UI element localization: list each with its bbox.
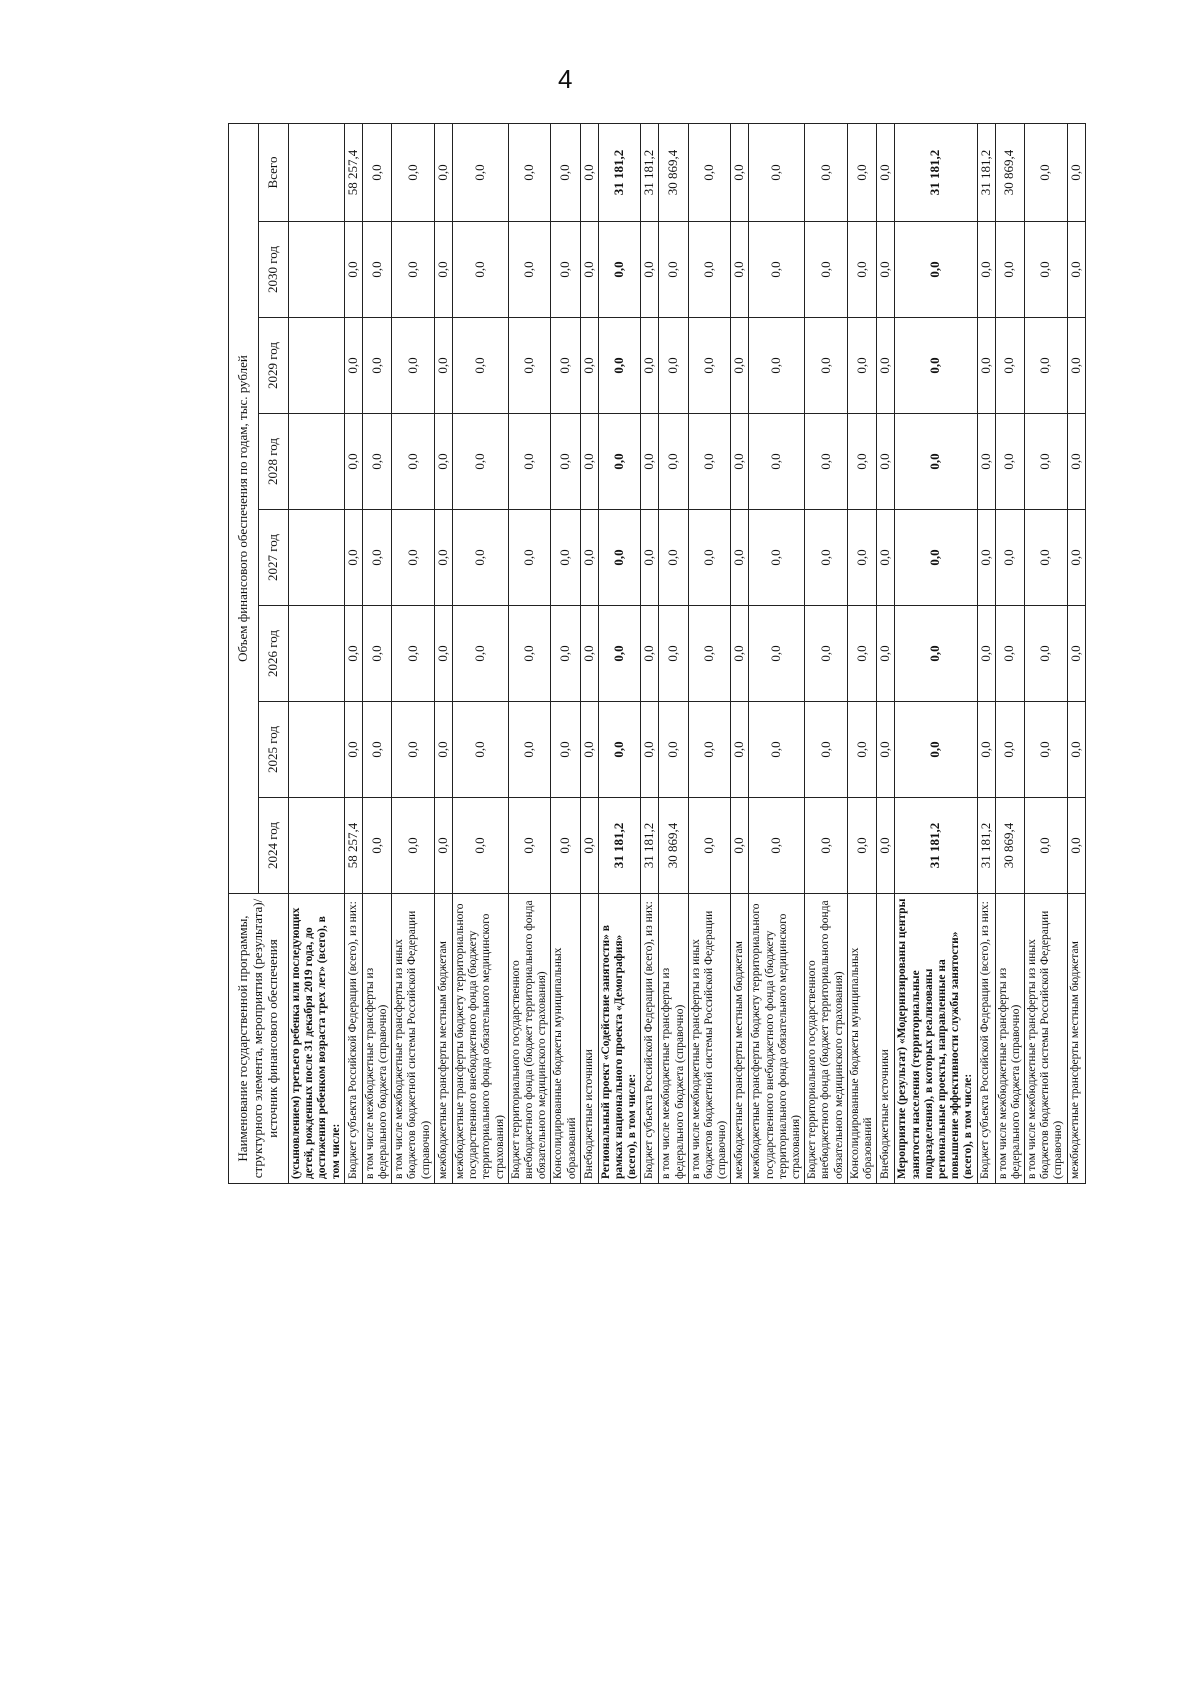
financing-table (228, 123, 1086, 1184)
table-row (434, 123, 452, 1183)
value-cell: 0,0 (508, 510, 551, 606)
value-cell: 0,0 (995, 606, 1024, 702)
value-cell: 0,0 (641, 414, 659, 510)
value-cell: 0,0 (641, 606, 659, 702)
value-cell: 0,0 (805, 318, 848, 414)
value-cell: 0,0 (344, 510, 362, 606)
value-cell: 0,0 (995, 222, 1024, 318)
value-cell: 0,0 (1067, 123, 1085, 221)
table-row (995, 123, 1024, 1183)
table-body (289, 123, 1086, 1183)
row-label: в том числе межбюджетные трансферты из федерального бюджета (справочно) (659, 894, 688, 1184)
table-row (344, 123, 362, 1183)
value-cell: 0,0 (641, 222, 659, 318)
value-cell: 0,0 (392, 510, 435, 606)
value-cell: 0,0 (580, 414, 598, 510)
value-cell: 0,0 (659, 702, 688, 798)
row-label: в том числе межбюджетные трансферты из иных бюджетов бюджетной системы Российской Федерации (справочно) (1024, 894, 1067, 1184)
total-header: Всего (259, 123, 289, 221)
value-cell: 0,0 (392, 702, 435, 798)
value-cell: 0,0 (1024, 123, 1067, 221)
value-cell: 0,0 (1024, 318, 1067, 414)
year-header-2027: 2027 год (259, 510, 289, 606)
value-cell: 0,0 (641, 318, 659, 414)
value-cell: 0,0 (977, 222, 995, 318)
table-row (847, 123, 876, 1183)
table-row (895, 123, 977, 1183)
value-cell: 0,0 (598, 510, 641, 606)
value-cell: 0,0 (877, 222, 895, 318)
value-cell: 0,0 (977, 318, 995, 414)
value-cell: 0,0 (731, 510, 749, 606)
value-cell: 0,0 (452, 702, 508, 798)
value-cell: 0,0 (847, 414, 876, 510)
value-cell: 0,0 (731, 123, 749, 221)
value-cell: 0,0 (805, 702, 848, 798)
value-cell: 31 181,2 (895, 123, 977, 221)
row-label: Бюджет субъекта Российской Федерации (всего), из них: (344, 894, 362, 1184)
table-row (659, 123, 688, 1183)
value-cell: 0,0 (452, 798, 508, 894)
value-cell: 0,0 (598, 318, 641, 414)
table-row (362, 123, 391, 1183)
row-label: Внебюджетные источники (580, 894, 598, 1184)
value-cell: 0,0 (1024, 606, 1067, 702)
value-cell: 0,0 (749, 702, 805, 798)
value-cell: 0,0 (659, 222, 688, 318)
value-cell: 0,0 (1067, 702, 1085, 798)
value-cell: 0,0 (551, 702, 580, 798)
value-cell: 0,0 (688, 222, 731, 318)
value-cell: 0,0 (847, 702, 876, 798)
value-cell: 0,0 (508, 414, 551, 510)
value-cell: 0,0 (362, 414, 391, 510)
value-cell: 0,0 (659, 510, 688, 606)
value-cell: 0,0 (805, 123, 848, 221)
value-cell: 0,0 (977, 510, 995, 606)
value-cell: 0,0 (1067, 606, 1085, 702)
value-cell: 0,0 (805, 798, 848, 894)
value-cell: 0,0 (877, 414, 895, 510)
year-header-2025: 2025 год (259, 702, 289, 798)
value-cell: 0,0 (688, 510, 731, 606)
value-cell: 0,0 (362, 606, 391, 702)
value-cell: 0,0 (977, 606, 995, 702)
row-label: Бюджет субъекта Российской Федерации (всего), из них: (641, 894, 659, 1184)
value-cell: 0,0 (659, 606, 688, 702)
row-label: межбюджетные трансферты местным бюджетам (1067, 894, 1085, 1184)
value-cell: 0,0 (434, 702, 452, 798)
value-cell: 0,0 (362, 222, 391, 318)
value-cell: 0,0 (452, 510, 508, 606)
value-cell: 0,0 (392, 123, 435, 221)
value-cell: 0,0 (452, 222, 508, 318)
value-cell: 0,0 (877, 798, 895, 894)
value-cell: 0,0 (977, 414, 995, 510)
value-cell: 0,0 (551, 510, 580, 606)
value-cell: 0,0 (877, 123, 895, 221)
value-cell (289, 414, 345, 510)
value-cell: 0,0 (731, 702, 749, 798)
value-cell: 0,0 (1067, 414, 1085, 510)
value-cell: 0,0 (731, 222, 749, 318)
table-row (452, 123, 508, 1183)
value-cell: 0,0 (688, 318, 731, 414)
value-cell: 0,0 (877, 606, 895, 702)
row-label: в том числе межбюджетные трансферты из федерального бюджета (справочно) (995, 894, 1024, 1184)
year-header-2024: 2024 год (259, 798, 289, 894)
value-cell: 0,0 (877, 702, 895, 798)
row-label: Бюджет территориального государственного внебюджетного фонда (бюджет территориального фонда обязательного медицинского страхования) (508, 894, 551, 1184)
value-cell: 0,0 (749, 414, 805, 510)
value-cell: 0,0 (749, 318, 805, 414)
value-cell: 0,0 (580, 702, 598, 798)
table-row (877, 123, 895, 1183)
value-cell: 0,0 (688, 414, 731, 510)
value-cell: 0,0 (877, 510, 895, 606)
value-cell: 31 181,2 (641, 123, 659, 221)
year-header-2029: 2029 год (259, 318, 289, 414)
value-cell: 0,0 (580, 222, 598, 318)
value-cell: 0,0 (344, 606, 362, 702)
table-row (551, 123, 580, 1183)
value-cell: 0,0 (580, 606, 598, 702)
value-cell: 0,0 (434, 510, 452, 606)
value-cell (289, 222, 345, 318)
table-row (392, 123, 435, 1183)
value-cell: 0,0 (551, 123, 580, 221)
table-row (731, 123, 749, 1183)
value-cell: 0,0 (452, 606, 508, 702)
value-cell: 0,0 (392, 318, 435, 414)
year-header-2026: 2026 год (259, 606, 289, 702)
volume-header: Объем финансового обеспечения по годам, тыс. рублей (229, 123, 259, 893)
value-cell: 0,0 (995, 318, 1024, 414)
value-cell: 0,0 (847, 123, 876, 221)
value-cell: 0,0 (452, 414, 508, 510)
value-cell: 0,0 (508, 222, 551, 318)
value-cell: 0,0 (847, 510, 876, 606)
value-cell: 0,0 (362, 798, 391, 894)
value-cell: 0,0 (749, 123, 805, 221)
value-cell: 0,0 (731, 606, 749, 702)
value-cell: 0,0 (847, 606, 876, 702)
value-cell: 0,0 (895, 222, 977, 318)
rotated-table-container (228, 124, 1083, 1184)
value-cell: 0,0 (688, 123, 731, 221)
value-cell (289, 606, 345, 702)
value-cell: 0,0 (895, 510, 977, 606)
value-cell: 0,0 (805, 414, 848, 510)
value-cell: 0,0 (659, 318, 688, 414)
value-cell: 0,0 (362, 123, 391, 221)
value-cell: 0,0 (392, 414, 435, 510)
value-cell: 0,0 (995, 702, 1024, 798)
value-cell: 0,0 (895, 606, 977, 702)
value-cell: 0,0 (749, 510, 805, 606)
value-cell: 0,0 (731, 318, 749, 414)
row-label: в том числе межбюджетные трансферты из иных бюджетов бюджетной системы Российской Федерации (справочно) (392, 894, 435, 1184)
value-cell: 0,0 (1024, 222, 1067, 318)
value-cell: 0,0 (1024, 414, 1067, 510)
table-row (977, 123, 995, 1183)
value-cell: 0,0 (551, 318, 580, 414)
value-cell: 31 181,2 (895, 798, 977, 894)
value-cell: 0,0 (749, 798, 805, 894)
value-cell: 0,0 (452, 123, 508, 221)
value-cell: 0,0 (731, 798, 749, 894)
value-cell: 0,0 (434, 606, 452, 702)
value-cell: 0,0 (598, 606, 641, 702)
value-cell: 31 181,2 (598, 798, 641, 894)
value-cell: 0,0 (344, 414, 362, 510)
value-cell: 0,0 (344, 702, 362, 798)
value-cell: 0,0 (995, 510, 1024, 606)
year-header-2030: 2030 год (259, 222, 289, 318)
value-cell: 0,0 (362, 318, 391, 414)
value-cell: 0,0 (551, 606, 580, 702)
value-cell: 0,0 (659, 414, 688, 510)
value-cell: 0,0 (749, 606, 805, 702)
value-cell: 0,0 (847, 222, 876, 318)
row-label: Бюджет территориального государственного внебюджетного фонда (бюджет территориального фонда обязательного медицинского страхования) (805, 894, 848, 1184)
value-cell: 0,0 (434, 222, 452, 318)
value-cell: 0,0 (508, 123, 551, 221)
value-cell: 0,0 (688, 798, 731, 894)
value-cell: 31 181,2 (977, 798, 995, 894)
value-cell: 0,0 (392, 222, 435, 318)
value-cell: 0,0 (688, 606, 731, 702)
table-row (289, 123, 345, 1183)
page-number: 4 (558, 64, 573, 94)
value-cell: 0,0 (344, 222, 362, 318)
value-cell: 0,0 (508, 606, 551, 702)
value-cell (289, 702, 345, 798)
value-cell: 0,0 (580, 123, 598, 221)
row-label: Мероприятие (результат) «Модернизированы центры занятости населения (территориальные подразделения), в которых реализованы региональные проекты, направленные на повышение эффективности службы занятости» (всего), в том числе: (895, 894, 977, 1184)
value-cell: 30 869,4 (995, 798, 1024, 894)
value-cell: 0,0 (1067, 222, 1085, 318)
value-cell: 0,0 (688, 702, 731, 798)
value-cell: 0,0 (1067, 510, 1085, 606)
value-cell: 0,0 (641, 510, 659, 606)
row-label: межбюджетные трансферты бюджету территориального государственного внебюджетного фонда (бюджету территориального фонда обязательного медицинского страхования) (452, 894, 508, 1184)
table-row (749, 123, 805, 1183)
table-row (688, 123, 731, 1183)
value-cell: 0,0 (641, 702, 659, 798)
value-cell: 31 181,2 (598, 123, 641, 221)
value-cell: 30 869,4 (659, 123, 688, 221)
value-cell: 0,0 (1067, 798, 1085, 894)
value-cell: 0,0 (895, 318, 977, 414)
table-row (580, 123, 598, 1183)
value-cell: 0,0 (392, 798, 435, 894)
row-label: Региональный проект «Содействие занятости» в рамках национального проекта «Демография» (всего), в том числе: (598, 894, 641, 1184)
value-cell: 0,0 (1067, 318, 1085, 414)
value-cell: 0,0 (434, 318, 452, 414)
value-cell: 0,0 (598, 222, 641, 318)
row-label: Консолидированные бюджеты муниципальных образований (847, 894, 876, 1184)
value-cell: 0,0 (895, 414, 977, 510)
value-cell (289, 798, 345, 894)
name-column-header: Наименование государственной программы, структурного элемента, мероприятия (результата)/источник финансового обеспечения (229, 894, 289, 1184)
row-label: межбюджетные трансферты местным бюджетам (731, 894, 749, 1184)
value-cell: 0,0 (362, 702, 391, 798)
value-cell: 0,0 (895, 702, 977, 798)
year-header-2028: 2028 год (259, 414, 289, 510)
value-cell: 0,0 (1024, 798, 1067, 894)
row-label: межбюджетные трансферты бюджету территориального государственного внебюджетного фонда (бюджету территориального фонда обязательного медицинского страхования) (749, 894, 805, 1184)
value-cell: 0,0 (749, 222, 805, 318)
value-cell (289, 510, 345, 606)
table-row (805, 123, 848, 1183)
table-row (641, 123, 659, 1183)
table-row (1024, 123, 1067, 1183)
value-cell: 0,0 (434, 798, 452, 894)
value-cell: 0,0 (847, 798, 876, 894)
value-cell: 0,0 (805, 510, 848, 606)
row-label: межбюджетные трансферты местным бюджетам (434, 894, 452, 1184)
value-cell: 0,0 (434, 123, 452, 221)
value-cell: 0,0 (580, 318, 598, 414)
value-cell (289, 123, 345, 221)
value-cell: 58 257,4 (344, 798, 362, 894)
value-cell: 0,0 (731, 414, 749, 510)
row-label: (усыновлением) третьего ребенка или последующих детей, рожденных после 31 декабря 2019 года, до достижения ребенком возраста трех лет» (всего), в том числе: (289, 894, 345, 1184)
value-cell: 0,0 (977, 702, 995, 798)
value-cell: 0,0 (508, 702, 551, 798)
value-cell: 30 869,4 (659, 798, 688, 894)
value-cell: 0,0 (452, 318, 508, 414)
value-cell: 0,0 (995, 414, 1024, 510)
row-label: Консолидированные бюджеты муниципальных образований (551, 894, 580, 1184)
value-cell (289, 318, 345, 414)
value-cell: 0,0 (551, 414, 580, 510)
row-label: в том числе межбюджетные трансферты из федерального бюджета (справочно) (362, 894, 391, 1184)
value-cell: 0,0 (344, 318, 362, 414)
table-row (508, 123, 551, 1183)
value-cell: 30 869,4 (995, 123, 1024, 221)
value-cell: 0,0 (434, 414, 452, 510)
value-cell: 0,0 (551, 222, 580, 318)
value-cell: 0,0 (1024, 702, 1067, 798)
value-cell: 0,0 (598, 702, 641, 798)
value-cell: 0,0 (362, 510, 391, 606)
row-label: Внебюджетные источники (877, 894, 895, 1184)
value-cell: 31 181,2 (641, 798, 659, 894)
value-cell: 0,0 (508, 798, 551, 894)
value-cell: 0,0 (508, 318, 551, 414)
value-cell: 0,0 (847, 318, 876, 414)
value-cell: 0,0 (1024, 510, 1067, 606)
value-cell: 0,0 (580, 798, 598, 894)
table-row (598, 123, 641, 1183)
value-cell: 0,0 (805, 222, 848, 318)
value-cell: 0,0 (551, 798, 580, 894)
value-cell: 0,0 (877, 318, 895, 414)
row-label: в том числе межбюджетные трансферты из иных бюджетов бюджетной системы Российской Федерации (справочно) (688, 894, 731, 1184)
value-cell: 0,0 (392, 606, 435, 702)
value-cell: 0,0 (598, 414, 641, 510)
row-label: Бюджет субъекта Российской Федерации (всего), из них: (977, 894, 995, 1184)
value-cell: 58 257,4 (344, 123, 362, 221)
value-cell: 0,0 (805, 606, 848, 702)
value-cell: 0,0 (580, 510, 598, 606)
value-cell: 31 181,2 (977, 123, 995, 221)
table-row (1067, 123, 1085, 1183)
